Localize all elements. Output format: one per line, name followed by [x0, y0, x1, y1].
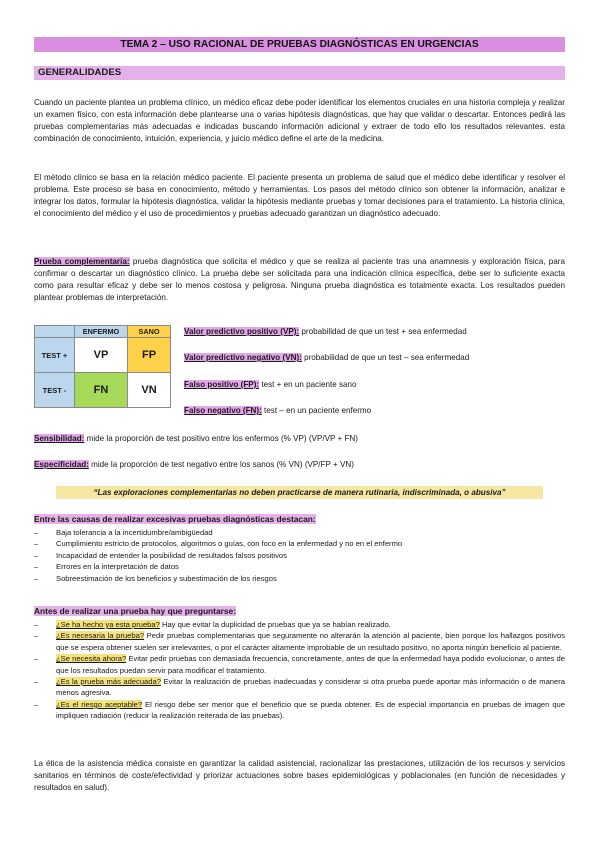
- question-duplicate: ¿Se ha hecho ya esta prueba?: [56, 620, 160, 629]
- question-risk: ¿Es el riesgo aceptable?: [56, 699, 143, 709]
- definition-falso-positivo: Falso positivo (FP): test + en un paciente sano: [184, 380, 357, 389]
- causes-list: [34, 527, 565, 584]
- question-adequate: ¿Es la prueba más adecuada?: [56, 677, 161, 687]
- list-item: – Incapacidad de entender la posibilidad de resultados falsos positivos: [34, 550, 565, 561]
- paragraph-complementary-test: [34, 256, 565, 304]
- matrix-row-test-neg: TEST -: [35, 373, 75, 408]
- list-item: – ¿Se necesita ahora? Evitar pedir pruebas con demasiada frecuencia, concretamente, antes de que la enfermedad haya podido evolucionar, o antes de que los resultados puedan servir para modificar el tratamiento.: [34, 653, 565, 676]
- list-item: – ¿Se ha hecho ya esta prueba? Hay que evitar la duplicidad de pruebas que ya se habían realizado.: [34, 619, 565, 630]
- questions-list: [34, 619, 565, 722]
- list-item: – ¿Es necesaria la prueba? Pedir pruebas complementarias que seguramente no alterarán la atención al paciente, bien porque los hallazgos positivos que se espera obtener suelen ser irrelevantes, o por el carácter altamente improbable de un resultado positivo, no aporta ningún beneficio al paciente.: [34, 630, 565, 653]
- matrix-cell-vp: VP: [75, 338, 128, 373]
- document-title: TEMA 2 – USO RACIONAL DE PRUEBAS DIAGNÓSTICAS EN URGENCIAS: [34, 37, 565, 52]
- list-item: – ¿Es el riesgo aceptable? El riesgo debe ser menor que el beneficio que se pueda obtener. Es de especial importancia en pruebas de imagen que impliquen radiación (reducir la realización reiterada de las pruebas).: [34, 699, 565, 722]
- paragraph-clinical-method: El método clínico se basa en la relación médico paciente. El paciente presenta un problema de salud que el médico debe identificar y resolver el problema. Este proceso se basa en conocimiento, método y herramientas. Los pasos del método clínico son obtener la información, analizar e integrar los datos, formular la hipótesis diagnóstica, validar la hipótesis mediante pruebas y tomar decisiones para el tratamiento. La historia clínica, el conocimiento del médico y el uso de procedimientos y pruebas adecuado garantizan un diagnóstico adecuado.: [34, 173, 565, 219]
- paragraph-sensibilidad: Sensibilidad: mide la proporción de test positivo entre los enfermos (% VP) (VP/VP + FN): [34, 434, 358, 443]
- paragraph-especificidad: Especificidad: mide la proporción de test negativo entre los sanos (% VN) (VP/FP + VN): [34, 460, 354, 469]
- questions-heading: Antes de realizar una prueba hay que preguntarse:: [34, 606, 236, 616]
- question-now: ¿Se necesita ahora?: [56, 654, 127, 664]
- matrix-col-enfermo: ENFERMO: [75, 326, 128, 338]
- definition-vpn: Valor predictivo negativo (VN): probabilidad de que un test – sea enfermedad: [184, 353, 470, 362]
- matrix-cell-fn: FN: [75, 373, 128, 408]
- section-heading: GENERALIDADES: [34, 66, 565, 80]
- list-item: – Errores en la interpretación de datos: [34, 561, 565, 572]
- question-necessary: ¿Es necesaria la prueba?: [56, 631, 145, 641]
- list-item: – ¿Es la prueba más adecuada? Evitar la realización de pruebas inadecuadas y considerar si otra prueba puede aportar más información o de manera menos agresiva.: [34, 676, 565, 699]
- paragraph-ethics: La ética de la asistencia médica consiste en garantizar la calidad asistencial, racionalizar las prestaciones, utilización de los recursos y servicios sanitarios en términos de coste/efectividad y priorizar actuaciones sobre bases epidemiológicas y poblacionales (en función de necesidades y resultados en salud).: [34, 759, 565, 793]
- term-prueba-complementaria: Prueba complementaria:: [34, 257, 130, 266]
- confusion-matrix: [34, 325, 171, 408]
- matrix-row-test-pos: TEST +: [35, 338, 75, 373]
- list-item: – Cumplimiento estricto de protocolos, algoritmos o guías, con foco en la enfermedad y no en el enfermo: [34, 538, 565, 549]
- matrix-col-sano: SANO: [128, 326, 171, 338]
- highlight-quote: “Las exploraciones complementarias no deben practicarse de manera rutinaria, indiscriminada, o abusiva”: [56, 486, 543, 499]
- term-especificidad: Especificidad:: [34, 460, 89, 469]
- complementary-test-text: prueba diagnóstica que solicita el médico y que se realiza al paciente tras una anamnesis y exploración física, para confirmar o descartar un diagnóstico clínico. La prueba debe ser solicitada para una indicación clínica específica, debe ser lo suficiente exacta como para resultar eficaz y debe ser lo menos costosa y peligrosa. Ninguna prueba diagnóstica es totalmente exacta. Los resultados pueden plantear problemas de interpretación.: [34, 257, 565, 303]
- paragraph-intro: Cuando un paciente plantea un problema clínico, un médico eficaz debe poder identificar los elementos cruciales en una historia compleja y realizar un examen físico, con esta información debe plantearse una o varias hipótesis diagnósticas, que hay que validar o descartar. Entonces pedirá las pruebas complementarias más adecuadas e indicadas buscando información adicional y extraer de todo ello los resultados relevantes. esta combinación de conocimiento, intuición, experiencia, y juicio médico define el arte de la medicina.: [34, 98, 565, 144]
- term-sensibilidad: Sensibilidad:: [34, 434, 85, 443]
- matrix-cell-fp: FP: [128, 338, 171, 373]
- causes-heading: Entre las causas de realizar excesivas pruebas diagnósticas destacan:: [34, 514, 316, 524]
- definition-falso-negativo: Falso negativo (FN): test – en un paciente enfermo: [184, 406, 372, 415]
- definition-vpp: Valor predictivo positivo (VP): probabilidad de que un test + sea enfermedad: [184, 327, 467, 336]
- matrix-cell-vn: VN: [128, 373, 171, 408]
- list-item: – Baja tolerancia a la incertidumbre/ambigüedad: [34, 527, 565, 538]
- list-item: – Sobreestimación de los beneficios y subestimación de los riesgos: [34, 573, 565, 584]
- matrix-corner: [35, 326, 75, 338]
